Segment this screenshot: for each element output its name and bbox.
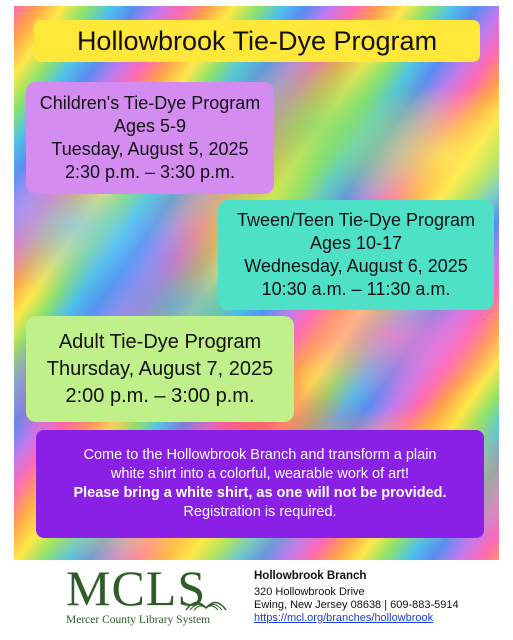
flyer-title: Hollowbrook Tie-Dye Program <box>34 20 480 62</box>
mcls-logo <box>66 562 246 630</box>
adult-program-time: 2:00 p.m. – 3:00 p.m. <box>65 384 255 407</box>
children-program-date: Tuesday, August 5, 2025 <box>51 139 249 159</box>
branch-url-link[interactable]: https://mcl.org/branches/hollowbrook <box>254 612 434 624</box>
info-line-1: Come to the Hollowbrook Branch and transform a plain <box>83 447 437 463</box>
bring-shirt-notice: Please bring a white shirt, as one will not be provided. <box>73 485 447 501</box>
registration-notice: Registration is required. <box>183 504 337 520</box>
logo-subtitle: Mercer County Library System <box>66 614 211 626</box>
adult-program-name: Adult Tie-Dye Program <box>58 330 262 353</box>
tween-program-name: Tween/Teen Tie-Dye Program <box>236 210 476 230</box>
branch-info <box>254 570 459 625</box>
branch-city-phone: Ewing, New Jersey 08638 | 609-883-5914 <box>254 599 459 611</box>
adult-program-box <box>26 316 294 422</box>
branch-name: Hollowbrook Branch <box>254 570 367 582</box>
children-program-ages: Ages 5-9 <box>113 116 187 136</box>
children-program-box <box>26 82 274 194</box>
adult-program-date: Thursday, August 7, 2025 <box>46 357 274 380</box>
footer <box>14 560 499 636</box>
tie-dye-background <box>14 6 499 560</box>
tween-program-time: 10:30 a.m. – 11:30 a.m. <box>261 279 451 299</box>
book-icon <box>184 592 228 612</box>
tween-program-ages: Ages 10-17 <box>309 233 403 253</box>
branch-address: 320 Hollowbrook Drive <box>254 586 365 598</box>
children-program-time: 2:30 p.m. – 3:30 p.m. <box>64 162 236 182</box>
tween-program-box <box>218 200 494 310</box>
children-program-name: Children's Tie-Dye Program <box>39 93 261 113</box>
info-line-2: white shirt into a colorful, wearable work of art! <box>110 466 410 482</box>
tween-program-date: Wednesday, August 6, 2025 <box>244 256 468 276</box>
logo-letters: MCLS <box>66 560 207 616</box>
info-box <box>36 430 484 538</box>
